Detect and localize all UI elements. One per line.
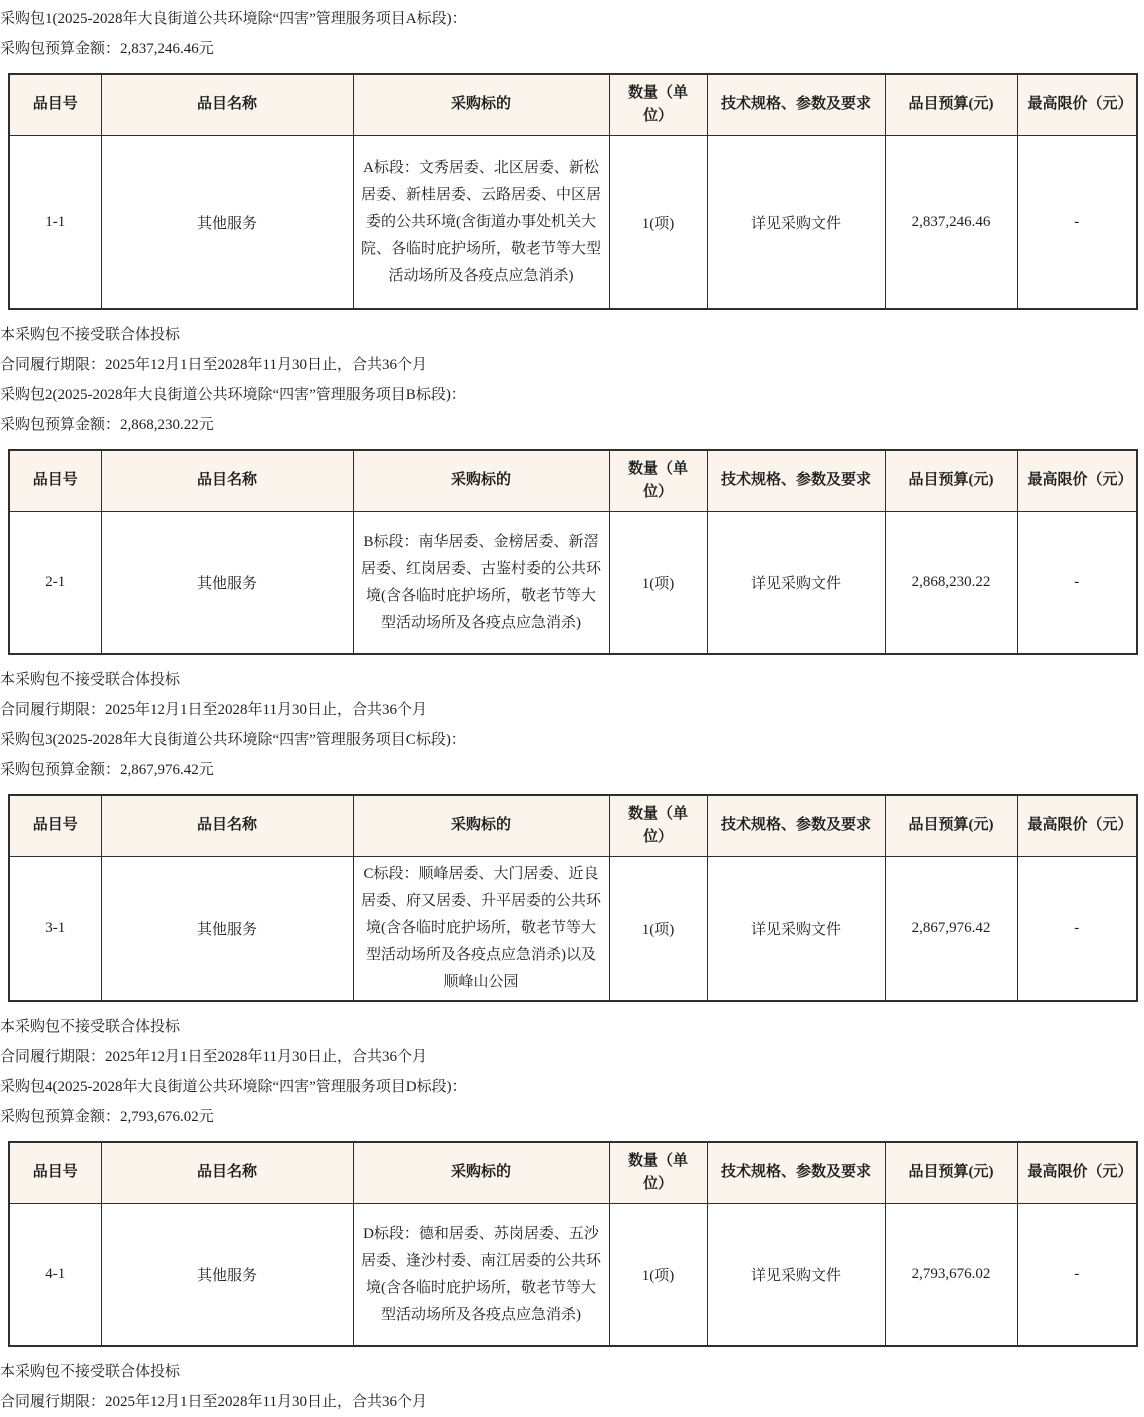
package-4	[0, 1072, 1144, 1417]
note-no-consortium: 本采购包不接受联合体投标	[0, 1019, 181, 1035]
cell-max-price: -	[1017, 857, 1137, 1002]
cell-quantity: 1(项)	[609, 857, 707, 1002]
items-table	[8, 1141, 1138, 1347]
package-title: 采购包4(2025-2028年大良街道公共环境除“四害”管理服务项目D标段)：	[0, 1079, 467, 1095]
table-row	[9, 512, 1137, 655]
cell-item-name: 其他服务	[101, 136, 353, 310]
header-item-name: 品目名称	[101, 450, 353, 512]
table-row	[9, 136, 1137, 310]
cell-max-price: -	[1017, 1204, 1137, 1347]
header-quantity-unit: 数量（单位）	[609, 74, 707, 136]
table-row	[9, 857, 1137, 1002]
table-header-row	[9, 795, 1137, 857]
table-header-row	[9, 74, 1137, 136]
header-procurement-subject: 采购标的	[353, 1142, 609, 1204]
header-quantity-unit: 数量（单位）	[609, 450, 707, 512]
package-2	[0, 380, 1144, 725]
note-contract-period: 合同履行期限：2025年12月1日至2028年11月30日止，合共36个月	[0, 702, 427, 718]
cell-quantity: 1(项)	[609, 1204, 707, 1347]
header-item-no: 品目号	[9, 795, 101, 857]
header-tech-specs: 技术规格、参数及要求	[707, 74, 885, 136]
header-procurement-subject: 采购标的	[353, 74, 609, 136]
cell-item-name: 其他服务	[101, 857, 353, 1002]
cell-budget: 2,867,976.42	[885, 857, 1017, 1002]
package-budget-line: 采购包预算金额：2,868,230.22元	[0, 417, 214, 433]
package-3	[0, 725, 1144, 1072]
cell-item-no: 3-1	[9, 857, 101, 1002]
header-item-name: 品目名称	[101, 1142, 353, 1204]
cell-budget: 2,793,676.02	[885, 1204, 1017, 1347]
header-item-no: 品目号	[9, 450, 101, 512]
package-1	[0, 4, 1144, 380]
header-tech-specs: 技术规格、参数及要求	[707, 1142, 885, 1204]
items-table	[8, 794, 1138, 1002]
package-budget-line: 采购包预算金额：2,867,976.42元	[0, 762, 214, 778]
cell-item-name: 其他服务	[101, 512, 353, 655]
cell-item-no: 1-1	[9, 136, 101, 310]
header-item-name: 品目名称	[101, 795, 353, 857]
cell-subject: D标段：德和居委、苏岗居委、五沙居委、逢沙村委、南江居委的公共环境(含各临时庇护场所，敬老节等大型活动场所及各疫点应急消杀)	[353, 1204, 609, 1347]
package-title: 采购包1(2025-2028年大良街道公共环境除“四害”管理服务项目A标段)：	[0, 11, 467, 27]
table-row	[9, 1204, 1137, 1347]
cell-max-price: -	[1017, 136, 1137, 310]
header-max-price: 最高限价（元）	[1017, 795, 1137, 857]
cell-item-name: 其他服务	[101, 1204, 353, 1347]
package-budget-line: 采购包预算金额：2,793,676.02元	[0, 1109, 214, 1125]
header-item-name: 品目名称	[101, 74, 353, 136]
header-max-price: 最高限价（元）	[1017, 450, 1137, 512]
cell-item-no: 4-1	[9, 1204, 101, 1347]
header-item-no: 品目号	[9, 74, 101, 136]
cell-subject: A标段：文秀居委、北区居委、新松居委、新桂居委、云路居委、中区居委的公共环境(含街道办事处机关大院、各临时庇护场所，敬老节等大型活动场所及各疫点应急消杀)	[353, 136, 609, 310]
note-contract-period: 合同履行期限：2025年12月1日至2028年11月30日止，合共36个月	[0, 357, 427, 373]
cell-budget: 2,837,246.46	[885, 136, 1017, 310]
header-item-budget: 品目预算(元)	[885, 795, 1017, 857]
cell-budget: 2,868,230.22	[885, 512, 1017, 655]
cell-max-price: -	[1017, 512, 1137, 655]
package-title: 采购包2(2025-2028年大良街道公共环境除“四害”管理服务项目B标段)：	[0, 387, 466, 403]
note-no-consortium: 本采购包不接受联合体投标	[0, 1364, 181, 1380]
cell-specs: 详见采购文件	[707, 136, 885, 310]
items-table	[8, 449, 1138, 655]
header-tech-specs: 技术规格、参数及要求	[707, 450, 885, 512]
note-contract-period: 合同履行期限：2025年12月1日至2028年11月30日止，合共36个月	[0, 1394, 427, 1410]
package-budget-line: 采购包预算金额：2,837,246.46元	[0, 41, 214, 57]
cell-subject: B标段：南华居委、金榜居委、新滘居委、红岗居委、古鉴村委的公共环境(含各临时庇护场所，敬老节等大型活动场所及各疫点应急消杀)	[353, 512, 609, 655]
cell-specs: 详见采购文件	[707, 512, 885, 655]
header-item-budget: 品目预算(元)	[885, 1142, 1017, 1204]
cell-quantity: 1(项)	[609, 136, 707, 310]
note-no-consortium: 本采购包不接受联合体投标	[0, 327, 181, 343]
cell-specs: 详见采购文件	[707, 857, 885, 1002]
note-no-consortium: 本采购包不接受联合体投标	[0, 672, 181, 688]
cell-quantity: 1(项)	[609, 512, 707, 655]
header-item-no: 品目号	[9, 1142, 101, 1204]
table-header-row	[9, 450, 1137, 512]
header-tech-specs: 技术规格、参数及要求	[707, 795, 885, 857]
header-max-price: 最高限价（元）	[1017, 74, 1137, 136]
header-max-price: 最高限价（元）	[1017, 1142, 1137, 1204]
cell-specs: 详见采购文件	[707, 1204, 885, 1347]
cell-subject: C标段：顺峰居委、大门居委、近良居委、府又居委、升平居委的公共环境(含各临时庇护场所，敬老节等大型活动场所及各疫点应急消杀)以及顺峰山公园	[353, 857, 609, 1002]
table-header-row	[9, 1142, 1137, 1204]
note-contract-period: 合同履行期限：2025年12月1日至2028年11月30日止，合共36个月	[0, 1049, 427, 1065]
header-quantity-unit: 数量（单位）	[609, 795, 707, 857]
header-item-budget: 品目预算(元)	[885, 74, 1017, 136]
header-item-budget: 品目预算(元)	[885, 450, 1017, 512]
header-procurement-subject: 采购标的	[353, 450, 609, 512]
items-table	[8, 73, 1138, 310]
header-quantity-unit: 数量（单位）	[609, 1142, 707, 1204]
header-procurement-subject: 采购标的	[353, 795, 609, 857]
cell-item-no: 2-1	[9, 512, 101, 655]
package-title: 采购包3(2025-2028年大良街道公共环境除“四害”管理服务项目C标段)：	[0, 732, 466, 748]
